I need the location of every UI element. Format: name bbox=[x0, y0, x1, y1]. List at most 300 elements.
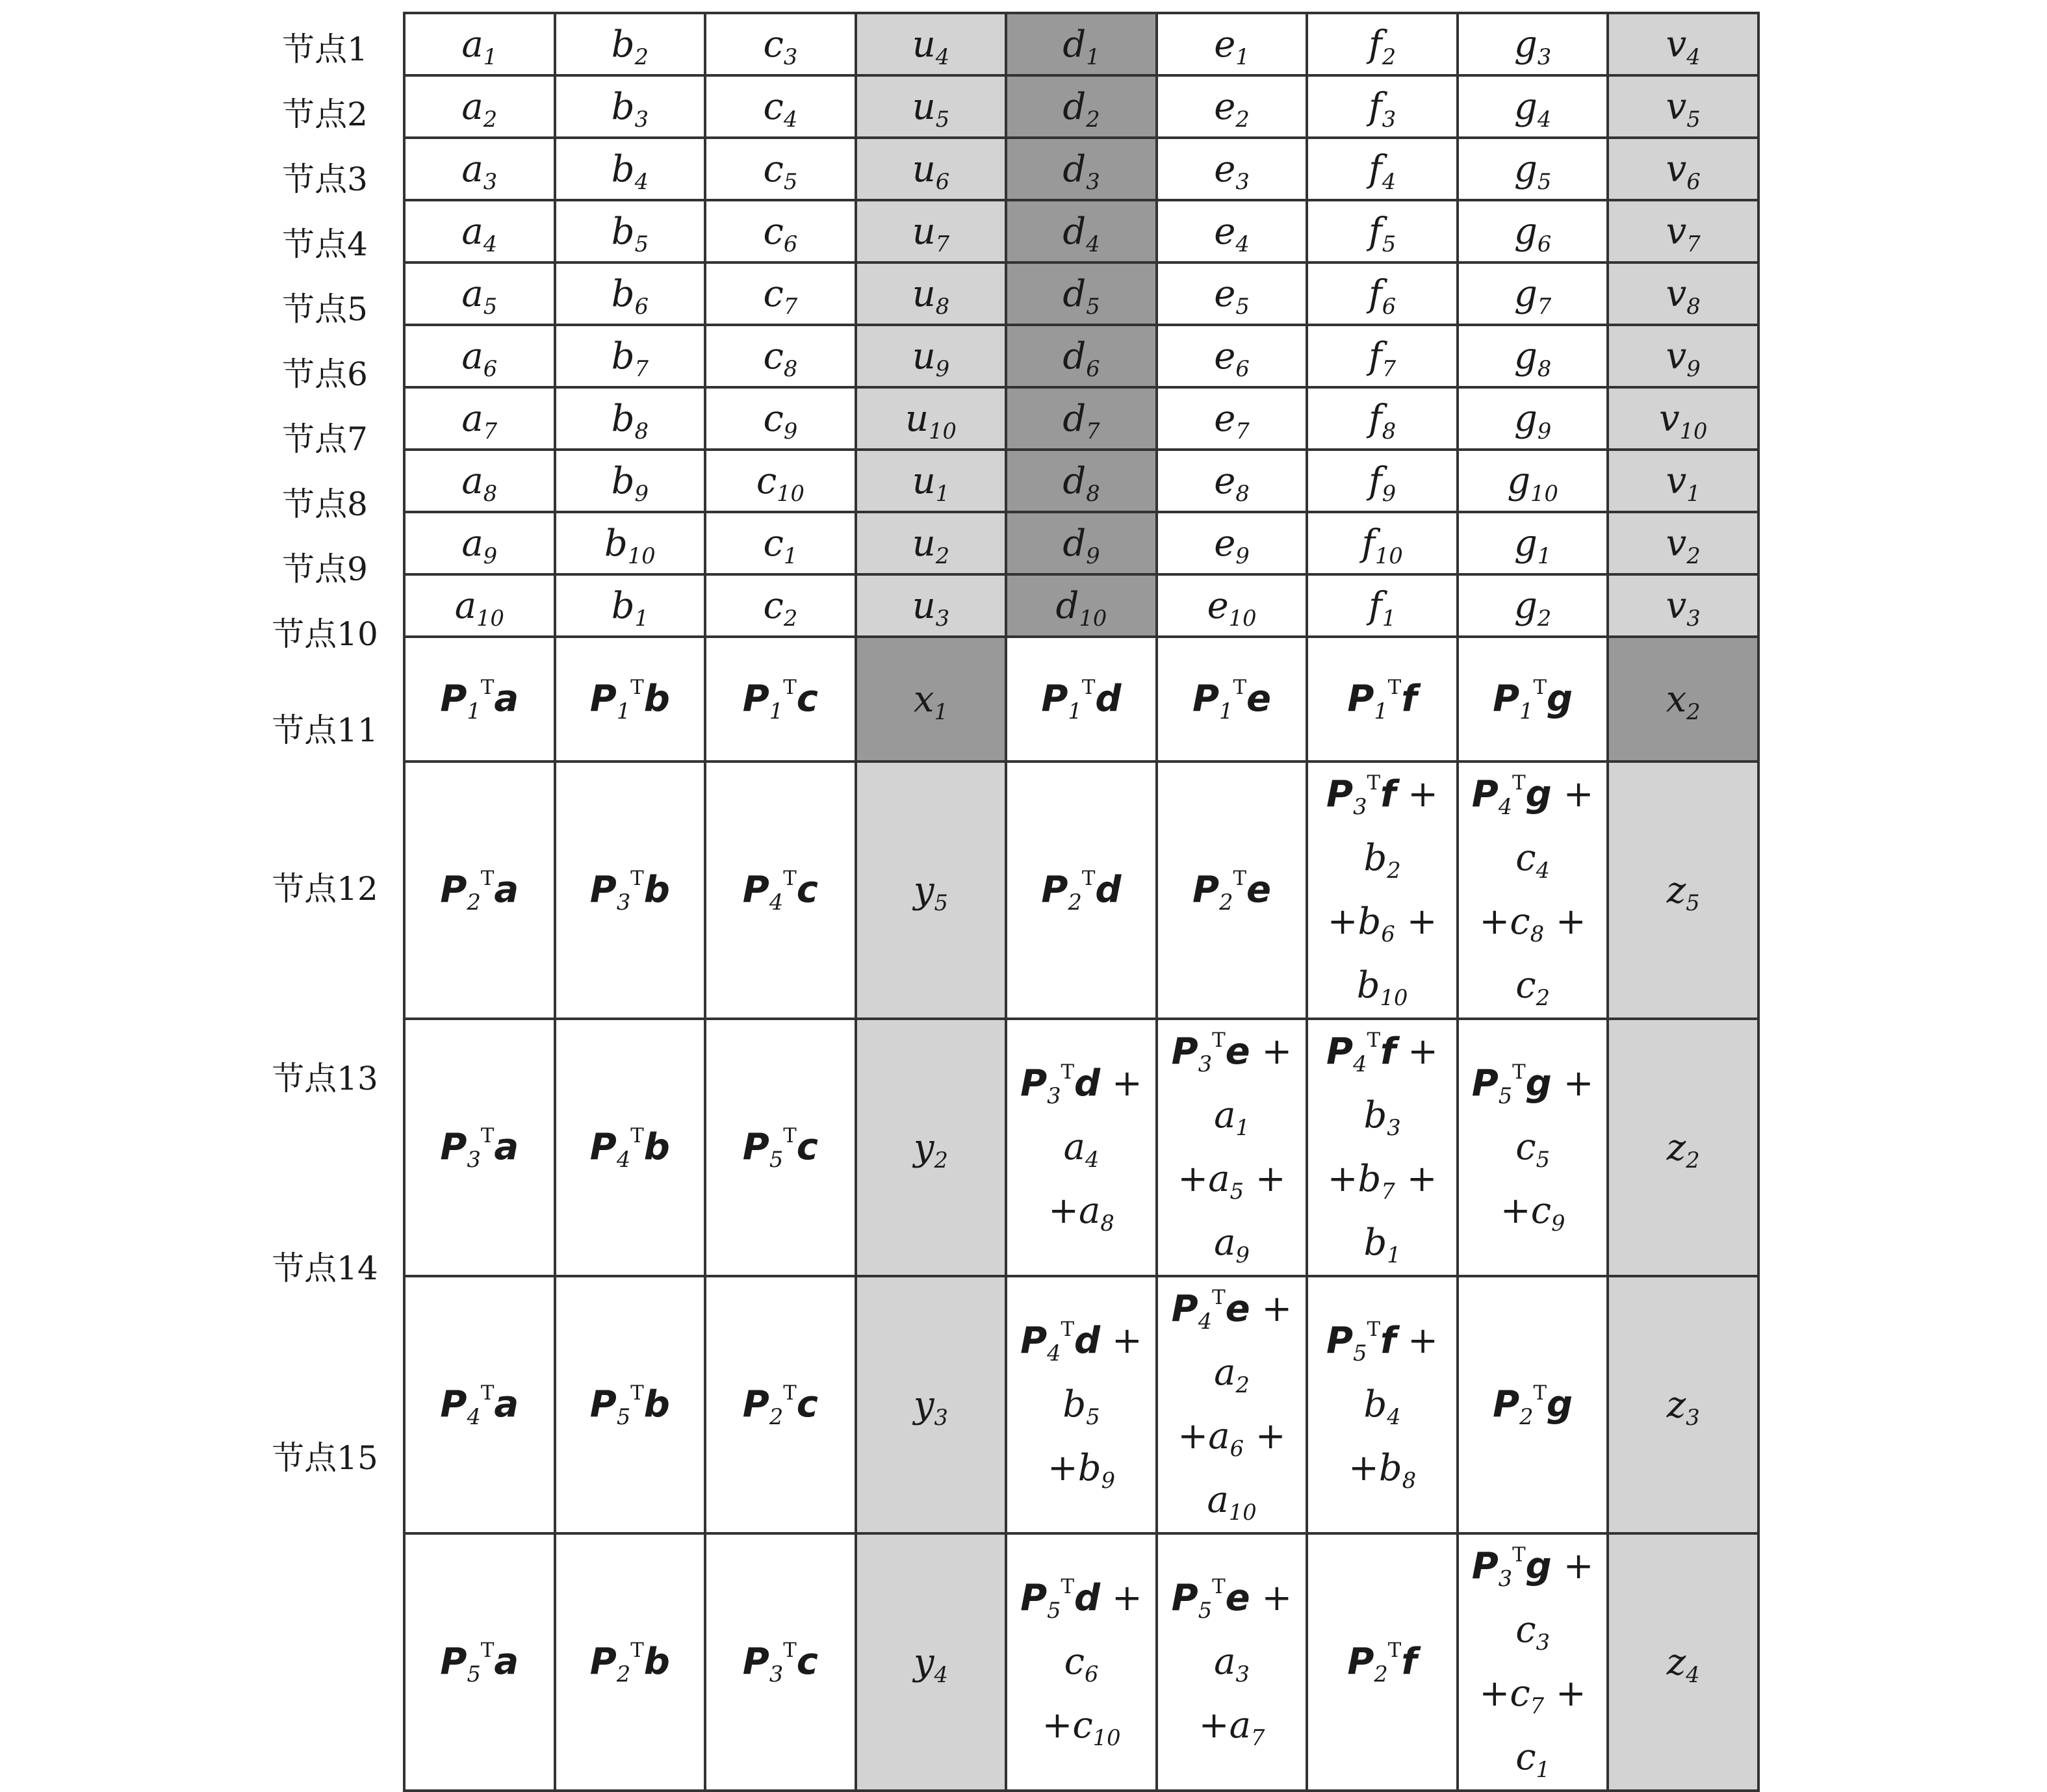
symbol: c bbox=[1515, 1609, 1536, 1651]
parity-cell bbox=[1307, 1276, 1458, 1533]
data-cell bbox=[1006, 325, 1157, 387]
expression-line: $P_5^Td + c_6$ bbox=[1020, 1574, 1142, 1687]
expression bbox=[1158, 667, 1306, 731]
data-cell bbox=[1006, 450, 1157, 512]
data-cell bbox=[705, 75, 856, 138]
symbol: a bbox=[1208, 1415, 1230, 1457]
data-cell bbox=[705, 512, 856, 574]
symbol: v bbox=[1659, 397, 1680, 440]
subscript: 1 bbox=[1235, 44, 1250, 70]
subscript: 7 bbox=[634, 355, 649, 381]
symbol: e bbox=[1214, 85, 1236, 128]
node-label: 节点3 bbox=[282, 160, 368, 198]
symbol: c bbox=[1530, 1190, 1552, 1232]
symbol: a bbox=[461, 397, 483, 440]
expression-line: $+c_{10}$ bbox=[1042, 1704, 1121, 1750]
parity-cell bbox=[404, 1533, 555, 1791]
subscript: 4 bbox=[634, 168, 649, 194]
subscript: 10 bbox=[1380, 984, 1408, 1010]
data-cell bbox=[1307, 13, 1458, 75]
symbol: b bbox=[611, 397, 635, 440]
data-cell bbox=[856, 75, 1007, 138]
matrix-symbol: P bbox=[1020, 1577, 1048, 1619]
vector-symbol: g bbox=[1525, 1545, 1552, 1587]
matrix-index: 2 bbox=[616, 1661, 631, 1687]
subscript: 2 bbox=[1235, 106, 1250, 132]
symbol: c bbox=[763, 522, 784, 565]
expression-line: $+b_8$ bbox=[1348, 1447, 1417, 1493]
parity-cell bbox=[1006, 637, 1157, 762]
subscript: 4 bbox=[1387, 1403, 1401, 1429]
subscript: 8 bbox=[634, 418, 649, 444]
parity-cell bbox=[1006, 762, 1157, 1019]
matrix-symbol: P bbox=[440, 678, 467, 720]
subscript: 5 bbox=[1086, 1403, 1100, 1429]
subscript: 1 bbox=[1387, 1242, 1401, 1268]
vector-symbol: f bbox=[1380, 1320, 1397, 1362]
subscript: 2 bbox=[935, 543, 950, 569]
parity-cell bbox=[1307, 762, 1458, 1019]
matrix-index: 4 bbox=[1198, 1308, 1213, 1334]
data-cell bbox=[705, 325, 856, 387]
vector-symbol: f bbox=[1380, 1030, 1397, 1073]
data-cell bbox=[1006, 200, 1157, 262]
expression bbox=[706, 1630, 855, 1694]
transpose-mark: T bbox=[1387, 1638, 1402, 1662]
expression bbox=[1158, 1567, 1306, 1758]
expression bbox=[556, 667, 704, 731]
matrix-symbol: P bbox=[1192, 869, 1220, 911]
expression bbox=[706, 1373, 855, 1437]
data-cell bbox=[856, 574, 1007, 637]
parity-cell bbox=[1608, 637, 1758, 762]
data-cell bbox=[555, 450, 706, 512]
node-label: 节点1 bbox=[282, 31, 368, 68]
parity-cell bbox=[1157, 1533, 1307, 1791]
data-cell bbox=[705, 13, 856, 75]
matrix-index: 1 bbox=[1068, 698, 1082, 724]
matrix-index: 5 bbox=[467, 1661, 481, 1687]
matrix-index: 1 bbox=[769, 698, 784, 724]
transpose-mark: T bbox=[630, 866, 644, 890]
matrix-index: 1 bbox=[467, 698, 481, 724]
symbol: v bbox=[1666, 85, 1687, 128]
vector-symbol: d bbox=[1095, 869, 1122, 911]
symbol: d bbox=[1062, 147, 1087, 190]
transpose-mark: T bbox=[480, 1381, 495, 1405]
vector-symbol: d bbox=[1074, 1320, 1101, 1362]
transpose-mark: T bbox=[1367, 1317, 1380, 1341]
data-cell bbox=[1157, 262, 1307, 325]
subscript: 10 bbox=[1228, 1499, 1257, 1525]
data-cell bbox=[404, 200, 555, 262]
table-row bbox=[404, 574, 1758, 637]
subscript: 3 bbox=[1387, 1114, 1401, 1140]
symbol: c bbox=[1515, 964, 1536, 1006]
transpose-mark: T bbox=[783, 1381, 797, 1405]
parity-cell bbox=[555, 637, 706, 762]
expression bbox=[1007, 667, 1155, 731]
data-cell bbox=[1307, 200, 1458, 262]
subscript: 8 bbox=[1530, 921, 1545, 947]
parity-cell bbox=[1157, 1019, 1307, 1276]
table-row bbox=[404, 1533, 1758, 1791]
vector-symbol: a bbox=[494, 1641, 519, 1683]
data-cell bbox=[1608, 450, 1758, 512]
expression bbox=[406, 1373, 554, 1437]
symbol: c bbox=[756, 459, 777, 502]
data-cell bbox=[705, 200, 856, 262]
data-cell bbox=[1307, 512, 1458, 574]
expression bbox=[1007, 858, 1155, 922]
node-label: 节点7 bbox=[282, 420, 368, 458]
transpose-mark: T bbox=[1387, 675, 1402, 699]
subscript: 2 bbox=[1686, 543, 1701, 569]
subscript: 3 bbox=[1536, 1629, 1550, 1655]
expression-line: $+c_8 + c_2$ bbox=[1479, 901, 1586, 1010]
subscript: 5 bbox=[634, 231, 649, 257]
expression-line: $P_5^Tf + b_4$ bbox=[1326, 1317, 1439, 1429]
symbol: e bbox=[1214, 397, 1236, 440]
expression bbox=[1459, 1373, 1607, 1437]
symbol: g bbox=[1513, 584, 1538, 627]
vector-symbol: c bbox=[796, 869, 818, 911]
transpose-mark: T bbox=[630, 675, 644, 699]
matrix-index: 2 bbox=[1219, 889, 1233, 915]
expression bbox=[1308, 763, 1456, 1018]
data-cell bbox=[404, 138, 555, 200]
data-cell bbox=[1307, 450, 1458, 512]
table-row bbox=[404, 387, 1758, 450]
parity-cell bbox=[555, 1276, 706, 1533]
matrix-symbol: P bbox=[589, 1641, 617, 1683]
transpose-mark: T bbox=[1233, 866, 1246, 890]
subscript: 2 bbox=[634, 44, 649, 70]
symbol: g bbox=[1513, 272, 1538, 315]
matrix-index: 1 bbox=[1519, 698, 1534, 724]
expression-line: $P_3^Te + a_1$ bbox=[1171, 1028, 1293, 1140]
subscript: 1 bbox=[1086, 44, 1100, 70]
table-row bbox=[404, 762, 1758, 1019]
subscript: 6 bbox=[634, 293, 649, 319]
symbol: z bbox=[1666, 1641, 1686, 1683]
subscript: 4 bbox=[1235, 231, 1250, 257]
data-cell bbox=[555, 75, 706, 138]
matrix-symbol: P bbox=[440, 869, 467, 911]
subscript: 5 bbox=[1382, 231, 1397, 257]
subscript: 8 bbox=[1100, 1210, 1114, 1236]
symbol: f bbox=[1369, 397, 1382, 440]
data-cell bbox=[1006, 75, 1157, 138]
subscript: 7 bbox=[1381, 1178, 1395, 1204]
expression-line: $P_3^Td + a_4$ bbox=[1020, 1060, 1142, 1172]
symbol: e bbox=[1214, 522, 1236, 565]
symbol: g bbox=[1513, 23, 1538, 66]
data-cell bbox=[1157, 13, 1307, 75]
data-cell bbox=[1608, 262, 1758, 325]
data-cell bbox=[404, 325, 555, 387]
vector-symbol: c bbox=[796, 1641, 818, 1683]
node-label: 节点12 bbox=[272, 870, 378, 908]
table-row bbox=[404, 325, 1758, 387]
subscript: 3 bbox=[483, 168, 498, 194]
parity-cell bbox=[856, 762, 1007, 1019]
matrix-index: 4 bbox=[1353, 1051, 1367, 1077]
subscript: 9 bbox=[1086, 543, 1100, 569]
vector-symbol: b bbox=[643, 1126, 670, 1168]
matrix-symbol: P bbox=[589, 1383, 617, 1426]
subscript: 1 bbox=[1382, 605, 1397, 631]
node-label: 节点4 bbox=[282, 225, 368, 263]
symbol: f bbox=[1369, 335, 1382, 378]
expression-line bbox=[706, 1373, 855, 1437]
symbol: b bbox=[1363, 1094, 1387, 1136]
symbol: e bbox=[1214, 459, 1236, 502]
expression-line: $+a_6 + a_{10}$ bbox=[1178, 1415, 1286, 1525]
matrix-index: 5 bbox=[1047, 1597, 1061, 1623]
symbol: b bbox=[611, 584, 635, 627]
parity-cell bbox=[1157, 637, 1307, 762]
symbol: v bbox=[1666, 210, 1687, 253]
transpose-mark: T bbox=[1533, 675, 1547, 699]
vector-symbol: d bbox=[1074, 1577, 1101, 1619]
subscript: 5 bbox=[1235, 293, 1250, 319]
subscript: 8 bbox=[935, 293, 950, 319]
parity-cell bbox=[705, 762, 856, 1019]
data-cell bbox=[1458, 262, 1608, 325]
parity-cell bbox=[1006, 1019, 1157, 1276]
subscript: 3 bbox=[634, 106, 649, 132]
parity-cell bbox=[856, 1533, 1007, 1791]
subscript: 1 bbox=[634, 605, 649, 631]
matrix-index: 3 bbox=[467, 1146, 481, 1172]
symbol: g bbox=[1513, 522, 1538, 565]
symbol: d bbox=[1062, 272, 1087, 315]
subscript: 5 bbox=[1686, 890, 1700, 915]
symbol: b bbox=[1378, 1447, 1402, 1489]
vector-symbol: c bbox=[796, 678, 818, 720]
expression-line: $+a_5 + a_9$ bbox=[1178, 1158, 1286, 1268]
expression bbox=[1007, 1309, 1155, 1500]
expression-line bbox=[406, 858, 554, 922]
node-label: 节点6 bbox=[282, 355, 368, 393]
transpose-mark: T bbox=[1512, 1542, 1526, 1567]
expression bbox=[406, 1116, 554, 1179]
expression-line bbox=[706, 858, 855, 922]
parity-cell bbox=[705, 1533, 856, 1791]
data-cell bbox=[1458, 75, 1608, 138]
symbol: g bbox=[1507, 459, 1531, 502]
data-cell bbox=[404, 450, 555, 512]
expression-line bbox=[1158, 667, 1306, 731]
expression-line bbox=[406, 1630, 554, 1694]
matrix-symbol: P bbox=[440, 1641, 467, 1683]
symbol: c bbox=[1064, 1641, 1085, 1683]
subscript: 5 bbox=[483, 293, 498, 319]
data-cell bbox=[555, 138, 706, 200]
expression-line: $P_4^Td + b_5$ bbox=[1020, 1317, 1142, 1429]
data-cell bbox=[1608, 138, 1758, 200]
vector-symbol: c bbox=[796, 1126, 818, 1168]
matrix-index: 5 bbox=[1353, 1340, 1367, 1366]
subscript: 4 bbox=[483, 231, 498, 257]
node-label: 节点9 bbox=[282, 550, 368, 588]
data-cell bbox=[555, 262, 706, 325]
symbol: z bbox=[1666, 1126, 1686, 1169]
data-cell bbox=[1006, 512, 1157, 574]
data-cell bbox=[856, 200, 1007, 262]
symbol: f bbox=[1361, 522, 1376, 565]
transpose-mark: T bbox=[630, 1123, 644, 1147]
subscript: 8 bbox=[1382, 418, 1397, 444]
matrix-index: 1 bbox=[616, 698, 631, 724]
data-cell bbox=[1307, 387, 1458, 450]
symbol: y bbox=[913, 1383, 934, 1426]
vector-symbol: b bbox=[643, 1383, 670, 1426]
data-cell bbox=[404, 512, 555, 574]
data-cell bbox=[1006, 574, 1157, 637]
symbol: e bbox=[1214, 335, 1236, 378]
node-label: 节点8 bbox=[282, 485, 368, 523]
node-label: 节点13 bbox=[272, 1060, 378, 1097]
symbol: u bbox=[912, 584, 936, 627]
expression bbox=[1459, 1535, 1607, 1789]
subscript: 4 bbox=[1536, 857, 1550, 883]
matrix-index: 3 bbox=[1198, 1051, 1213, 1077]
subscript: 6 bbox=[1537, 231, 1552, 257]
subscript: 9 bbox=[1101, 1467, 1116, 1493]
vector-symbol: f bbox=[1401, 1641, 1417, 1683]
expression bbox=[556, 1373, 704, 1437]
expression-line: $P_5^Tg + c_5$ bbox=[1471, 1060, 1594, 1172]
expression-line bbox=[1007, 858, 1155, 922]
subscript: 9 bbox=[1382, 480, 1397, 506]
subscript: 6 bbox=[1235, 355, 1250, 381]
symbol: d bbox=[1062, 397, 1087, 440]
parity-cell bbox=[856, 1276, 1007, 1533]
data-cell bbox=[856, 512, 1007, 574]
symbol: g bbox=[1513, 210, 1538, 253]
expression-line bbox=[556, 1373, 704, 1437]
expression-line: $P_5^Te + a_3$ bbox=[1171, 1574, 1293, 1687]
parity-cell bbox=[856, 1019, 1007, 1276]
parity-cell bbox=[1458, 1019, 1608, 1276]
symbol: x bbox=[913, 678, 934, 721]
symbol: d bbox=[1062, 522, 1087, 565]
subscript: 7 bbox=[1382, 355, 1397, 381]
expression-line: $P_4^Te + a_2$ bbox=[1171, 1285, 1293, 1398]
symbol: c bbox=[763, 397, 784, 440]
vector-symbol: d bbox=[1074, 1062, 1101, 1105]
data-cell bbox=[404, 13, 555, 75]
data-cell bbox=[856, 387, 1007, 450]
symbol: a bbox=[1079, 1190, 1101, 1232]
symbol: b bbox=[611, 272, 635, 315]
subscript: 9 bbox=[634, 480, 649, 506]
symbol: b bbox=[1358, 901, 1382, 943]
symbol: a bbox=[461, 522, 483, 565]
expression-line bbox=[1007, 667, 1155, 731]
expression-line bbox=[556, 1630, 704, 1694]
expression bbox=[1158, 1277, 1306, 1532]
matrix-index: 5 bbox=[1198, 1597, 1213, 1623]
subscript: 10 bbox=[1679, 418, 1708, 444]
subscript: 7 bbox=[1235, 418, 1250, 444]
parity-cell bbox=[1458, 762, 1608, 1019]
symbol: v bbox=[1666, 584, 1687, 627]
matrix-symbol: P bbox=[1171, 1030, 1198, 1073]
subscript: 7 bbox=[935, 231, 950, 257]
symbol: d bbox=[1062, 459, 1087, 502]
data-cell bbox=[1608, 75, 1758, 138]
transpose-mark: T bbox=[1367, 771, 1380, 795]
transpose-mark: T bbox=[1081, 866, 1096, 890]
data-cell bbox=[555, 512, 706, 574]
subscript: 2 bbox=[783, 605, 798, 631]
data-cell bbox=[1157, 138, 1307, 200]
expression-line: $+a_8$ bbox=[1048, 1190, 1114, 1236]
subscript: 10 bbox=[1092, 1724, 1121, 1750]
matrix-symbol: P bbox=[589, 1126, 617, 1168]
data-cell bbox=[404, 387, 555, 450]
data-cell bbox=[705, 138, 856, 200]
parity-cell bbox=[1608, 1276, 1758, 1533]
symbol: z bbox=[1666, 1383, 1686, 1426]
vector-symbol: e bbox=[1246, 678, 1271, 720]
table-row bbox=[404, 1019, 1758, 1276]
node-label: 节点5 bbox=[282, 290, 368, 328]
matrix-symbol: P bbox=[1347, 1641, 1374, 1683]
matrix-index: 2 bbox=[467, 889, 481, 915]
expression-line: $+a_7$ bbox=[1198, 1704, 1265, 1750]
subscript: 6 bbox=[1084, 1661, 1099, 1687]
subscript: 4 bbox=[1085, 1146, 1100, 1172]
vector-symbol: b bbox=[643, 869, 670, 911]
symbol: b bbox=[611, 85, 635, 128]
subscript: 9 bbox=[935, 355, 950, 381]
subscript: 8 bbox=[1086, 480, 1100, 506]
table-row bbox=[404, 512, 1758, 574]
data-cell bbox=[856, 13, 1007, 75]
expression-line bbox=[706, 667, 855, 731]
expression-line: $P_4^Tf + b_3$ bbox=[1326, 1028, 1439, 1140]
subscript: 10 bbox=[1375, 543, 1403, 569]
expression bbox=[1308, 1020, 1456, 1275]
symbol: v bbox=[1666, 522, 1687, 565]
vector-symbol: g bbox=[1525, 773, 1552, 815]
matrix-index: 4 bbox=[1498, 793, 1513, 819]
symbol: a bbox=[461, 459, 483, 502]
matrix-symbol: P bbox=[742, 1126, 769, 1168]
symbol: a bbox=[461, 335, 483, 378]
expression-line bbox=[406, 1116, 554, 1179]
subscript: 2 bbox=[483, 106, 498, 132]
parity-cell bbox=[404, 1276, 555, 1533]
symbol: c bbox=[1510, 901, 1530, 943]
subscript: 2 bbox=[1235, 1372, 1250, 1398]
subscript: 6 bbox=[1686, 168, 1701, 194]
symbol: f bbox=[1369, 210, 1382, 253]
subscript: 1 bbox=[934, 698, 948, 724]
transpose-mark: T bbox=[480, 866, 495, 890]
symbol: y bbox=[913, 1126, 934, 1169]
matrix-symbol: P bbox=[742, 1383, 769, 1426]
data-cell bbox=[1157, 387, 1307, 450]
symbol: u bbox=[912, 459, 936, 502]
data-cell bbox=[1157, 450, 1307, 512]
transpose-mark: T bbox=[480, 1123, 495, 1147]
symbol: a bbox=[1214, 1641, 1236, 1683]
